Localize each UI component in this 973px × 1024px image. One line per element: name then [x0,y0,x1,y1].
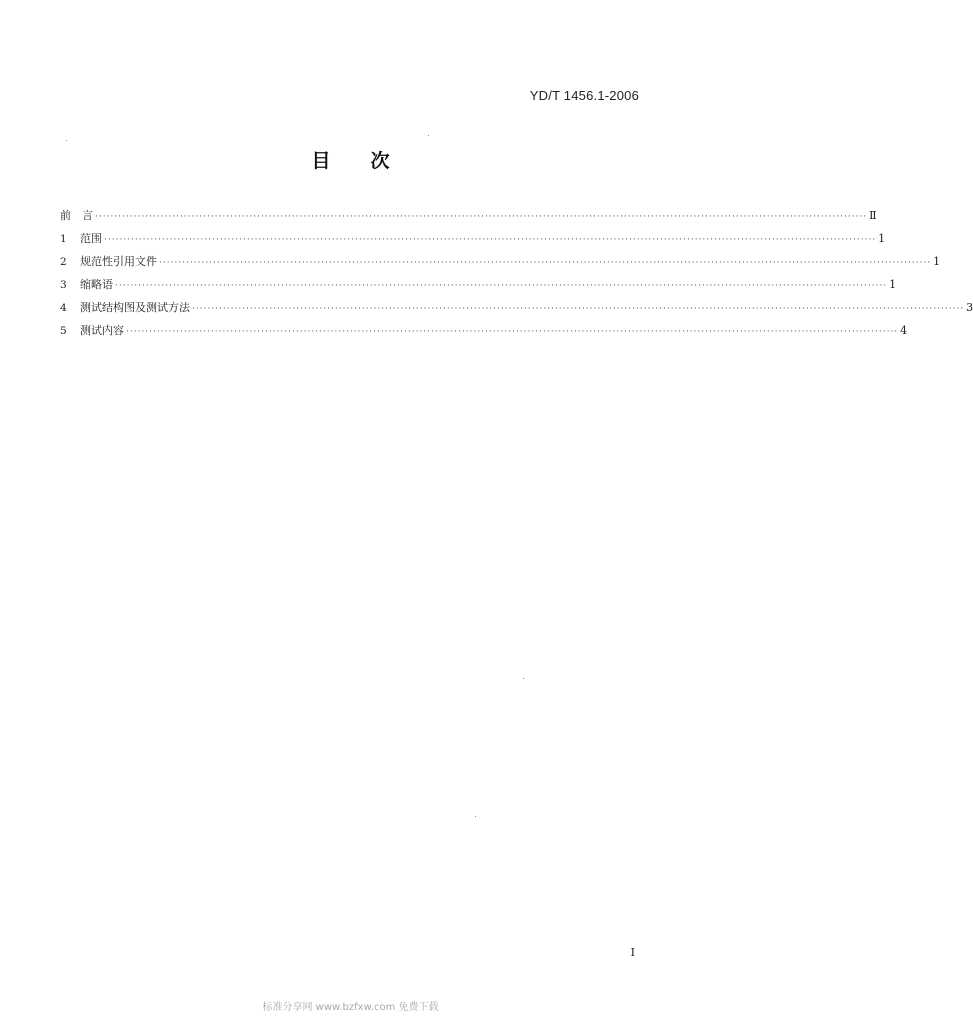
toc-entry-number: 3 [60,279,67,291]
page-title [0,146,701,173]
toc-entry-page: Ⅱ [869,209,877,222]
toc-entry-page: 1 [878,232,886,245]
toc-entry-number: 4 [60,302,67,314]
scan-speck [66,140,67,141]
watermark-text: 标准分享网 www.bzfxw.com 免费下载 [262,1002,439,1013]
toc-entry-5[interactable] [60,322,908,345]
toc-entry-page: 4 [900,324,908,337]
toc-leader-dots: ········································································································································································································ [95,212,868,222]
toc-entry-1[interactable] [60,230,886,253]
toc-entry-page: 3 [966,301,973,314]
toc-entry-label: 测试结构图及测试方法 [80,301,190,314]
toc-entry-label: 规范性引用文件 [80,255,157,268]
scan-speck [475,816,476,817]
toc-entry-page: 1 [933,255,941,268]
page-number: Ⅰ [630,946,635,959]
title-char-1: 目 [311,150,331,172]
toc-leader-dots: ········································································································································································································ [192,304,965,314]
title-char-2: 次 [370,150,390,172]
table-of-contents [60,207,973,345]
toc-entry-label: 缩略语 [80,278,113,291]
toc-entry-number: 1 [60,233,67,245]
toc-leader-dots: ········································································································································································································ [126,327,899,337]
toc-entry-3[interactable] [60,276,897,299]
toc-leader-dots: ········································································································································································································ [159,258,932,268]
toc-entry-foreword[interactable] [60,207,877,230]
toc-entry-label: 范围 [80,232,102,245]
toc-entry-2[interactable] [60,253,941,276]
toc-entry-label: 前 言 [60,209,93,222]
document-code: YD/T 1456.1-2006 [529,88,639,103]
toc-leader-dots: ········································································································································································································ [104,235,877,245]
toc-entry-label: 测试内容 [80,324,124,337]
toc-entry-number: 2 [60,256,67,268]
scan-speck [428,135,429,136]
toc-leader-dots: ········································································································································································································ [115,281,888,291]
toc-entry-number: 5 [60,325,67,337]
scan-speck [523,678,524,679]
toc-entry-4[interactable] [60,299,973,322]
toc-entry-page: 1 [889,278,897,291]
